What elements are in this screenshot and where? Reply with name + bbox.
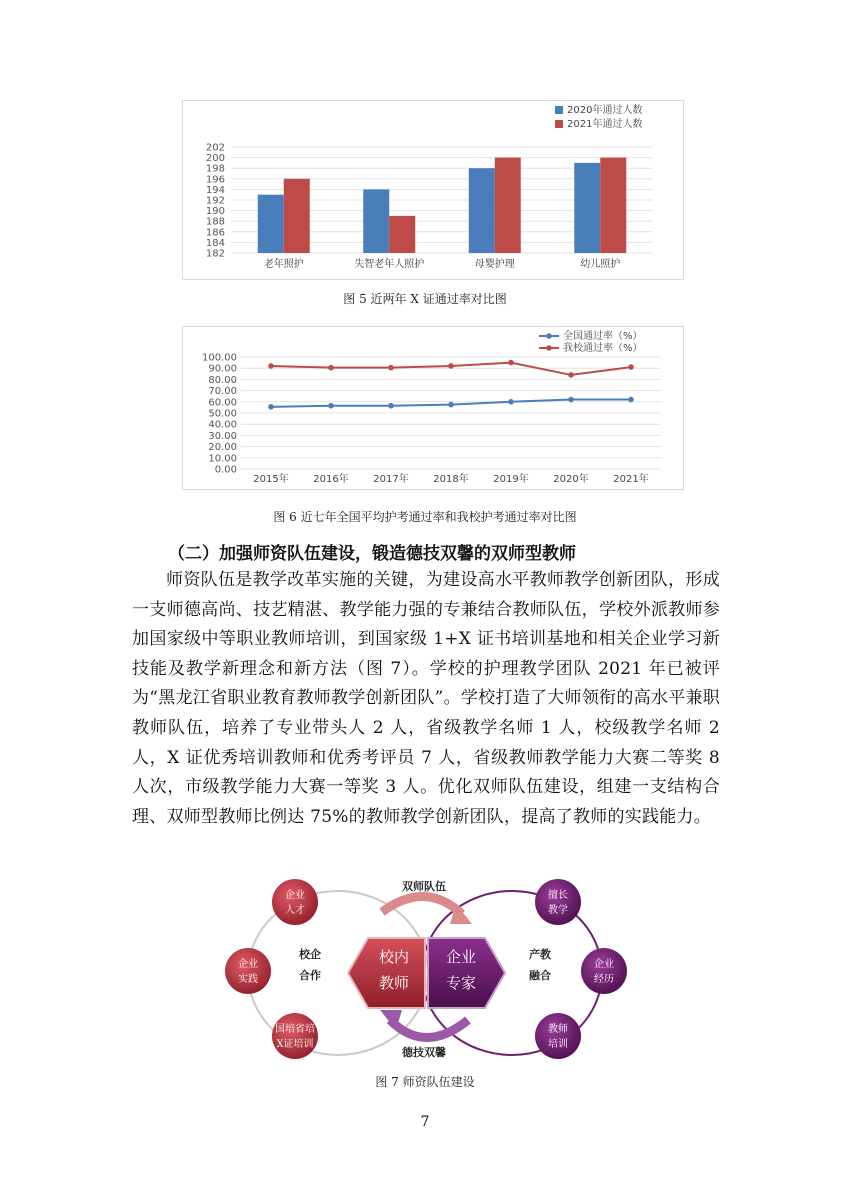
fig6-legend-label: 全国通过率（%） — [563, 331, 643, 342]
right-center-line2: 融合 — [529, 969, 551, 982]
fig6-legend-marker — [546, 345, 552, 351]
svg-text:企业: 企业 — [238, 959, 258, 970]
fig6-xtick-label: 2020年 — [553, 474, 589, 485]
fig6-point — [568, 372, 574, 378]
fig5-bar — [363, 189, 389, 253]
hex-right-line1: 企业 — [445, 948, 477, 966]
figure7-caption: 图 7 师资队伍建设 — [375, 1075, 475, 1089]
fig5-category-label: 老年照护 — [263, 259, 304, 270]
fig5-ytick-label: 192 — [205, 195, 225, 207]
fig5-ytick-label: 190 — [205, 206, 225, 218]
svg-text:企业: 企业 — [594, 959, 614, 970]
fig5-ytick-label: 196 — [205, 174, 225, 186]
fig6-xtick-label: 2015年 — [253, 474, 289, 485]
fig6-point — [568, 397, 574, 403]
fig6-legend-marker — [546, 333, 552, 339]
fig5-bar — [495, 158, 521, 253]
fig6-point — [448, 363, 454, 369]
fig6-point — [268, 404, 274, 410]
fig5-ytick-label: 188 — [205, 216, 225, 228]
fig6-xtick-label: 2021年 — [613, 474, 649, 485]
fig5-ytick-label: 186 — [205, 227, 225, 239]
left-center-line2: 合作 — [299, 969, 321, 982]
right-circle-3 — [535, 1013, 581, 1059]
fig5-ytick-label: 198 — [205, 163, 225, 175]
svg-text:教师: 教师 — [548, 1024, 568, 1035]
fig6-ytick-label: 10.00 — [208, 453, 237, 465]
fig5-bar — [574, 163, 600, 253]
fig5-bar — [469, 168, 495, 253]
svg-text:实践: 实践 — [238, 974, 258, 985]
fig5-category-label: 母婴护理 — [474, 259, 515, 270]
fig5-legend-swatch — [555, 106, 563, 114]
top-arrow-icon — [382, 896, 462, 914]
fig6-xtick-label: 2018年 — [433, 474, 469, 485]
svg-text:国培省培: 国培省培 — [275, 1024, 315, 1035]
fig6-point — [388, 365, 394, 371]
left-circle-1 — [272, 879, 318, 925]
right-circle-1 — [535, 879, 581, 925]
svg-text:人才: 人才 — [285, 905, 305, 916]
right-circle-2 — [581, 948, 627, 994]
bottom-label: 德技双馨 — [402, 1046, 446, 1059]
fig6-ytick-label: 40.00 — [208, 419, 237, 431]
fig6-point — [268, 363, 274, 369]
fig5-legend-label: 2020年通过人数 — [567, 105, 643, 116]
fig6-xtick-label: 2016年 — [313, 474, 349, 485]
fig6-point — [328, 365, 334, 371]
fig6-xtick-label: 2017年 — [373, 474, 409, 485]
fig6-point — [628, 397, 634, 403]
fig5-category-label: 幼儿照护 — [580, 259, 621, 270]
fig6-ytick-label: 20.00 — [208, 442, 237, 454]
left-circle-2 — [225, 948, 271, 994]
figure6-chart — [182, 326, 684, 490]
section-heading: （二）加强师资队伍建设，锻造德技双馨的双师型教师 — [168, 544, 576, 564]
hex-left-line2: 教师 — [378, 974, 410, 992]
svg-text:X证培训: X证培训 — [276, 1039, 314, 1050]
svg-text:教学: 教学 — [548, 905, 568, 916]
svg-text:擅长: 擅长 — [548, 890, 568, 901]
fig6-point — [388, 403, 394, 409]
top-label: 双师队伍 — [402, 880, 446, 893]
fig5-ytick-label: 182 — [205, 248, 225, 260]
fig6-point — [448, 402, 454, 408]
hex-right-line2: 专家 — [445, 974, 477, 992]
fig5-ytick-label: 202 — [205, 142, 225, 154]
fig5-bar — [258, 195, 284, 253]
svg-text:企业: 企业 — [285, 890, 305, 901]
section-paragraph: 师资队伍是教学改革实施的关键，为建设高水平教师教学创新团队，形成一支师德高尚、技艺精湛、教学能力强的专兼结合教师队伍，学校外派教师参加国家级中等职业教师培训，到国家级 1+X 证书培训基地和相关企业学习新技能及教学新理念和新方法（图 7）。学校的护理教学团队 2021 年已被评为“黑龙江省职业教育教师教学创新团队”。学校打造了大师领衔的高水平兼职教师队伍，培养了专业带头人 2 人，省级教学名师 1 人，校级教学名师 2 人，X 证优秀培训教师和优秀考评员 7 人，省级教师教学能力大赛二等奖 8 人次，市级教学能力大赛一等奖 3 人。优化双师队伍建设，组建一支结构合理、双师型教师比例达 75%的教师教学创新团队，提高了教师的实践能力。 — [132, 570, 720, 827]
fig6-point — [328, 403, 334, 409]
fig6-legend-label: 我校通过率（%） — [563, 343, 643, 354]
fig6-ytick-label: 80.00 — [208, 374, 237, 386]
right-center-line1: 产教 — [529, 948, 551, 961]
fig6-ytick-label: 60.00 — [208, 397, 237, 409]
svg-text:培训: 培训 — [548, 1039, 568, 1050]
page-number: 7 — [420, 1114, 430, 1130]
svg-text:经历: 经历 — [594, 974, 614, 985]
fig6-ytick-label: 70.00 — [208, 386, 237, 398]
figure6-svg — [183, 327, 683, 489]
fig6-ytick-label: 0.00 — [214, 464, 237, 476]
fig6-ytick-label: 100.00 — [202, 352, 237, 364]
fig5-bar — [389, 216, 415, 253]
fig5-ytick-label: 200 — [205, 153, 225, 165]
fig5-legend-label: 2021年通过人数 — [567, 119, 643, 130]
fig5-ytick-label: 194 — [205, 184, 225, 196]
fig6-ytick-label: 30.00 — [208, 430, 237, 442]
fig5-bar — [600, 158, 626, 253]
left-circle-3 — [272, 1013, 318, 1059]
left-center-line1: 校企 — [299, 948, 321, 961]
fig5-bar — [284, 179, 310, 253]
hex-left-line1: 校内 — [378, 948, 410, 966]
fig5-legend-swatch — [555, 120, 563, 128]
figure6-caption: 图 6 近七年全国平均护考通过率和我校护考通过率对比图 — [273, 510, 577, 524]
fig5-category-label: 失智老年人照护 — [354, 259, 425, 270]
fig6-ytick-label: 90.00 — [208, 363, 237, 375]
fig6-point — [508, 360, 514, 366]
figure7-diagram — [210, 870, 640, 1065]
figure5-svg — [183, 101, 683, 279]
fig5-ytick-label: 184 — [205, 237, 225, 249]
bottom-arrow-icon — [390, 1020, 468, 1038]
figure5-chart — [182, 100, 684, 280]
figure5-caption: 图 5 近两年 X 证通过率对比图 — [343, 292, 507, 306]
fig6-point — [508, 399, 514, 405]
fig6-xtick-label: 2019年 — [493, 474, 529, 485]
fig6-ytick-label: 50.00 — [208, 408, 237, 420]
fig6-point — [628, 364, 634, 370]
